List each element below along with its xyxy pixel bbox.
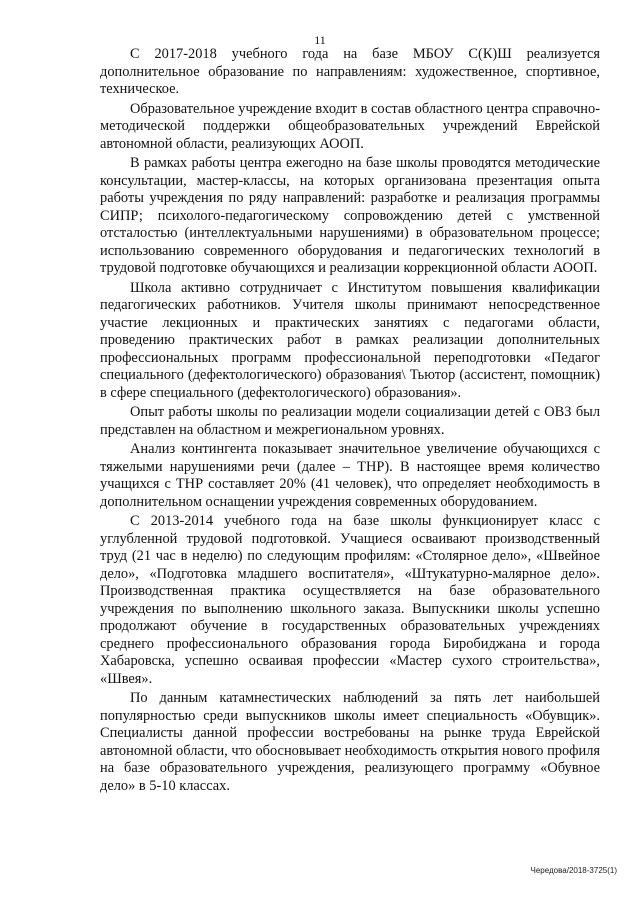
paragraph-labor-training: С 2013-2014 учебного года на базе школы функционирует класс с углубленной трудовой подготовкой. Учащиеся осваивают производственный труд (21 час в неделю) по следующим профилям: «Столярное дело», «Швейное дело», «Подготовка младшего воспитателя», «Штукатурно-малярное дело». Производственная практика осуществляется на базе образовательного учреждения по выполнению школьного заказа. Выпускники школы успешно продолжают обучение в государственных образовательных учреждениях среднего профессионального образования города Биробиджана и города Хабаровска, успешно осваивая профессии «Мастер сухого строительства», «Швея». — [100, 513, 600, 687]
paragraph-institute-cooperation: Школа активно сотрудничает с Институтом повышения квалификации педагогических работников. Учителя школы принимают непосредственное участие лекционных и практических занятиях с педагогами области, проведению практических работ в рамках реализации дополнительных профессиональных программ профессиональной переподготовки «Педагог специального (дефектологического) образования\ Тьютор (ассистент, помощник) в сфере специального (дефектологического) образования». — [100, 279, 600, 401]
page-number: 11 — [314, 33, 326, 47]
paragraph-socialization-model: Опыт работы школы по реализации модели социализации детей с ОВЗ был представлен на областном и межрегиональном уровнях. — [100, 404, 600, 438]
paragraph-catamnestic-observations: По данным катамнестических наблюдений за пять лет наибольшей популярностью среди выпускников школы имеет специальность «Обувщик». Специалисты данной профессии востребованы на рынке труда Еврейской автономной области, что обосновывает необходимость открытия нового профиля на базе образовательного учреждения, реализующего программу «Обувное дело» в 5-10 классах. — [100, 690, 600, 794]
paragraph-regional-center: Образовательное учреждение входит в состав областного центра справочно-методической поддержки общеобразовательных учреждений Еврейской автономной области, реализующих АООП. — [100, 100, 600, 152]
paragraph-contingent-analysis: Анализ контингента показывает значительное увеличение обучающихся с тяжелыми нарушениями речи (далее – ТНР). В настоящее время количество учащихся с ТНР составляет 20% (41 человек), что определяет необходимость в дополнительном оснащении учреждения современных оборудованием. — [100, 441, 600, 510]
paragraph-center-activities: В рамках работы центра ежегодно на базе школы проводятся методические консультации, мастер-классы, на которых организована презентация опыта работы учреждения по ряду направлений: разработке и реализация программы СИПР; психолого-педагогическому сопровождению детей с умственной отсталостью (интеллектуальными нарушениями) в образовательном процессе; использованию современного оборудования и педагогических технологий в трудовой подготовке обучающихся и реализации коррекционной области АООП. — [100, 155, 600, 276]
document-body — [100, 46, 600, 797]
paragraph-additional-education: С 2017-2018 учебного года на базе МБОУ С(К)Ш реализуется дополнительное образование по направлениям: художественное, спортивное, техническое. — [100, 46, 600, 97]
document-code: Чередова/2018-3725(1) — [530, 866, 617, 875]
